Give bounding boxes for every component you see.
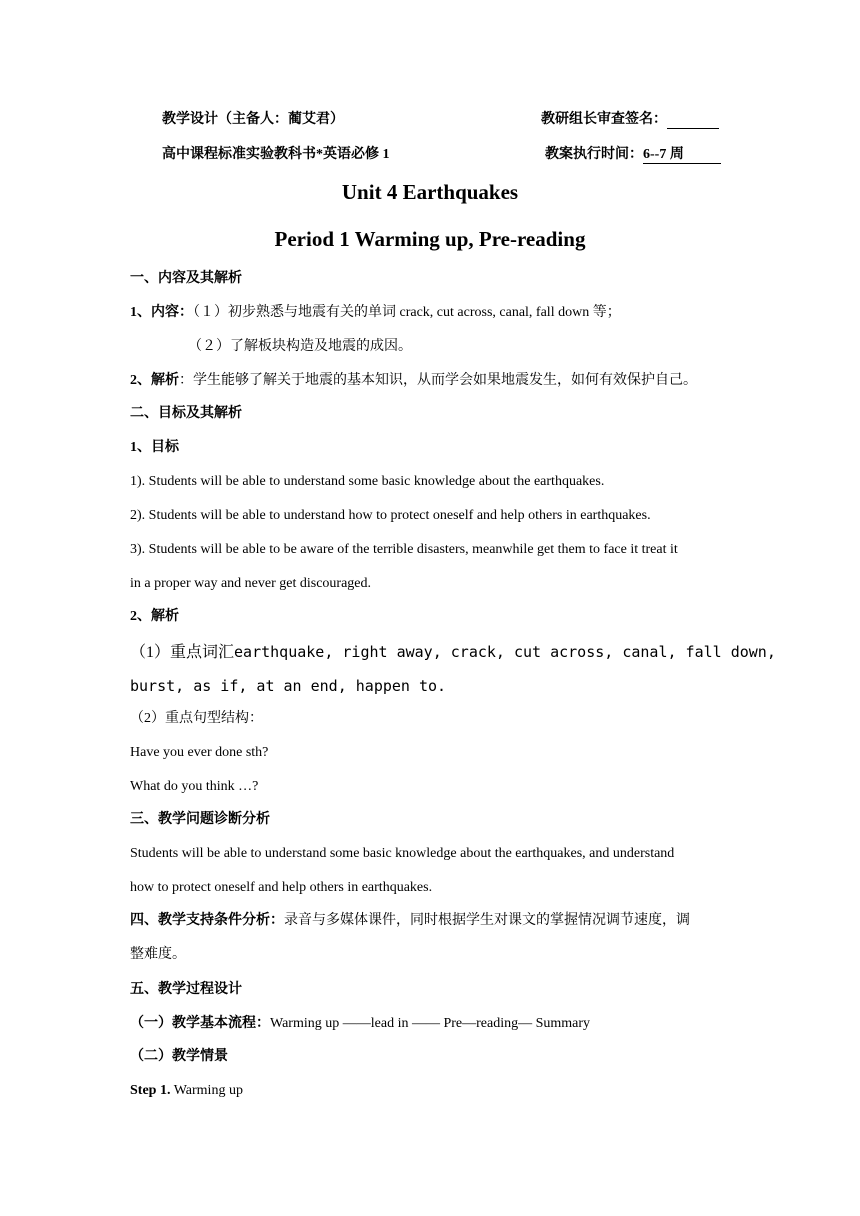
analysis-text: ：学生能够了解关于地震的基本知识，从而学会如果地震发生，如何有效保护自己。: [179, 373, 697, 388]
section-2-heading: 二、目标及其解析: [130, 406, 242, 421]
goal-item-1: 1). Students will be able to understand some basic knowledge about the earthquakes.: [130, 474, 605, 489]
textbook-label: 高中课程标准实验教科书*英语必修 1: [162, 147, 390, 162]
structure-label: （2）重点句型结构：: [130, 711, 263, 726]
vocab-line-1: [130, 642, 776, 663]
step-1-line: [130, 1082, 243, 1100]
goal-item-3-cont: in a proper way and never get discouraged.: [130, 576, 372, 591]
section-3-heading: 三、教学问题诊断分析: [130, 812, 270, 827]
flow-text: Warming up ——lead in —— Pre—reading— Summary: [270, 1016, 591, 1031]
structure-item-1: Have you ever done sth?: [130, 745, 269, 760]
flow-line: [130, 1015, 590, 1033]
analysis-line: [130, 372, 697, 390]
section-5-heading: 五、教学过程设计: [130, 982, 242, 997]
exec-time-text: 6--7 周: [643, 147, 684, 162]
support-line-2: 整难度。: [130, 947, 186, 962]
page-title: Unit 4 Earthquakes: [341, 180, 519, 204]
support-line-1: [130, 912, 690, 930]
flow-label: （一）教学基本流程：: [130, 1016, 270, 1031]
structure-item-2: What do you think …?: [130, 779, 259, 794]
page-subtitle: Period 1 Warming up, Pre-reading: [274, 227, 586, 251]
exec-time-field: [545, 146, 721, 164]
diagnosis-line-1: Students will be able to understand some basic knowledge about the earthquakes, and understand: [130, 846, 675, 861]
content-text-1: （１）初步熟悉与地震有关的单词 crack, cut across, canal, fall down 等；: [193, 305, 621, 320]
step-1-label: Step 1.: [130, 1083, 171, 1098]
vocab-words-1: earthquake, right away, crack, cut across, canal, fall down,: [234, 643, 776, 661]
content-line-1: [130, 304, 621, 322]
diagnosis-line-2: how to protect oneself and help others in earthquakes.: [130, 880, 433, 895]
signature-blank: [667, 112, 719, 129]
analysis-label: 2、解析: [130, 373, 179, 388]
goal-item-3: 3). Students will be able to be aware of the terrible disasters, meanwhile get them to face it treat it: [130, 542, 678, 557]
design-leader-label: 教学设计（主备人：蔺艾君）: [162, 112, 344, 127]
section-4-heading: 四、教学支持条件分析：: [130, 913, 284, 928]
content-line-2: （２）了解板块构造及地震的成因。: [188, 339, 412, 354]
content-label: 1、内容：: [130, 305, 193, 320]
vocab-line-2: burst, as if, at an end, happen to.: [130, 677, 447, 695]
goal-item-2: 2). Students will be able to understand how to protect oneself and help others in earthquakes.: [130, 508, 651, 523]
step-1-text: Warming up: [170, 1083, 243, 1098]
analysis-2-label: 2、解析: [130, 609, 179, 624]
exec-time-value: [643, 147, 721, 164]
support-text-1: 录音与多媒体课件，同时根据学生对课文的掌握情况调节速度，调: [284, 913, 690, 928]
signature-label: 教研组长审查签名：: [541, 112, 667, 127]
vocab-prefix: （1）重点词汇: [130, 644, 235, 661]
scene-label: （二）教学情景: [130, 1049, 228, 1064]
section-1-heading: 一、内容及其解析: [130, 271, 242, 286]
goal-label: 1、目标: [130, 440, 179, 455]
signature-field: [541, 111, 719, 129]
exec-time-label: 教案执行时间：: [545, 147, 643, 162]
